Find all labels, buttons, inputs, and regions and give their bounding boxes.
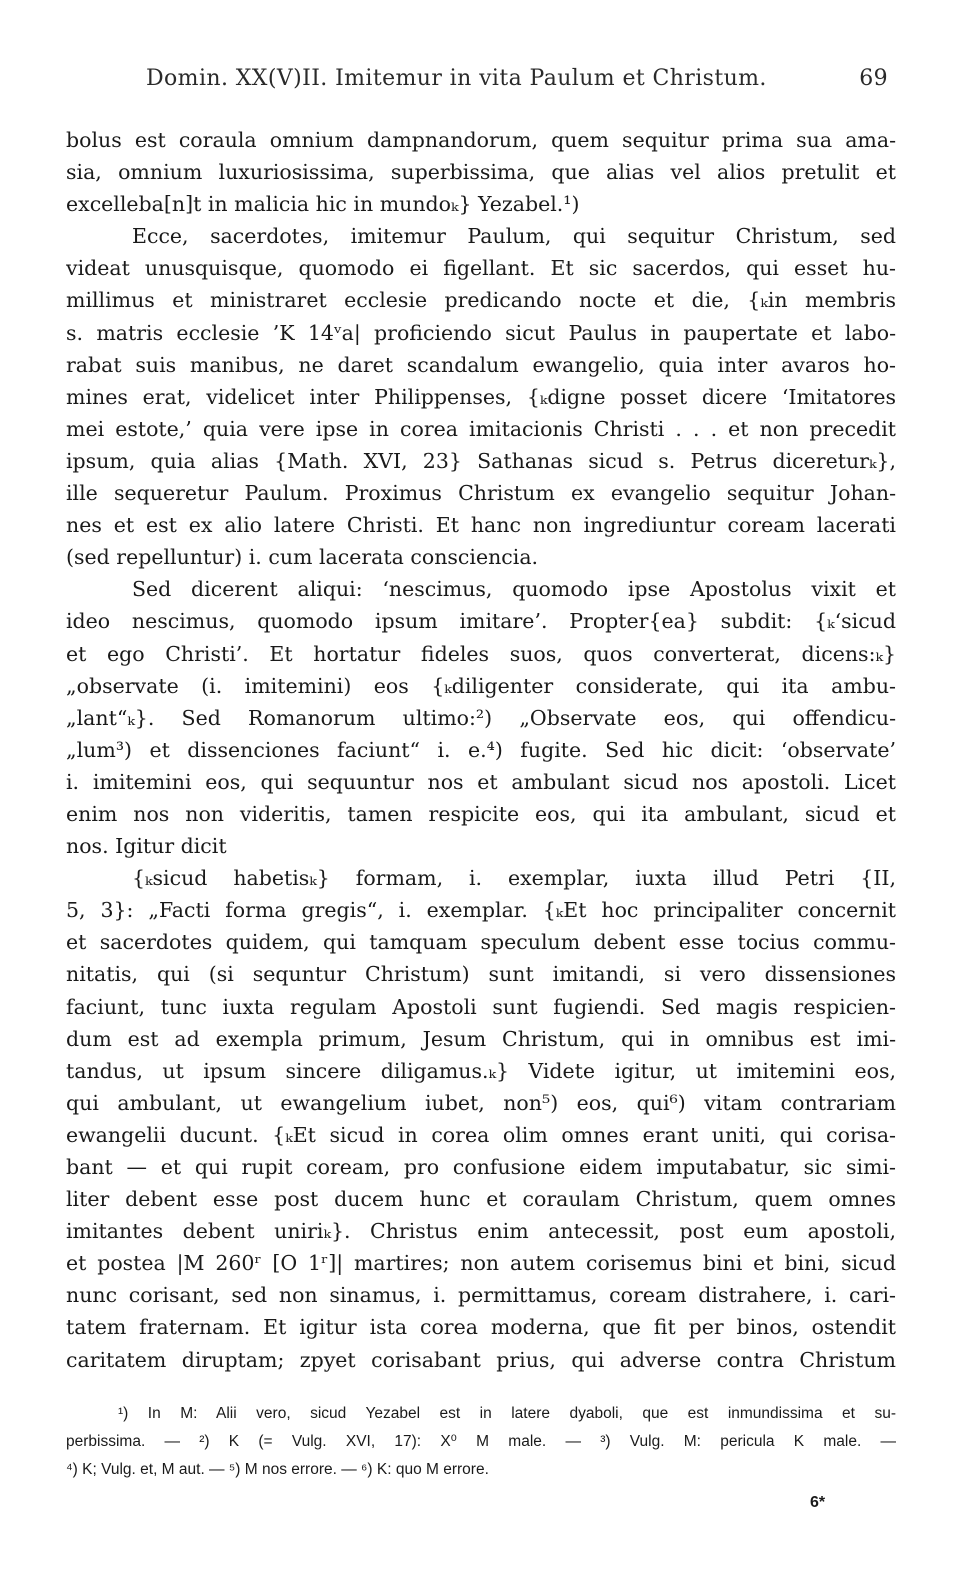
text-line-29: dum est ad exempla primum, Jesum Christum, qui in omnibus est imi-	[66, 1026, 896, 1051]
signature-mark: 6*	[810, 1494, 826, 1511]
text-line-17: et ego Christi’. Et hortatur fideles suos, quos converterat, dicens:ₖ}	[66, 641, 896, 666]
text-line-5: videat unusquisque, quomodo ei figellant. Et sic sacerdos, qui esset hu-	[66, 256, 896, 281]
text-line-24: {ₖsicud habetisₖ} formam, i. exemplar, iuxta illud Petri {II,	[132, 866, 896, 891]
text-line-31: qui ambulant, ut ewangelium iubet, non⁵) eos, qui⁶) vitam contrariam	[66, 1090, 896, 1115]
chapter-title: Domin. XX(V)II. Imitemur in vita Paulum et Christum.	[146, 66, 767, 91]
footnote-line-1: ¹) In M: Alii vero, sicud Yezabel est in latere dyaboli, que est inmundissima et su-	[118, 1405, 896, 1422]
text-line-38: tatem fraternam. Et igitur ista corea moderna, que fit per binos, ostendit	[66, 1315, 896, 1340]
main-text	[66, 124, 896, 1376]
text-line-1: bolus est coraula omnium dampnandorum, quem sequitur prima sua ama-	[66, 128, 896, 152]
page-number: 69	[859, 66, 888, 91]
text-line-8: rabat suis manibus, ne daret scandalum ewangelio, quia inter avaros ho-	[66, 352, 896, 377]
text-line-6: millimus et ministraret ecclesie predicando nocte et die, {ₖin membris	[66, 288, 896, 313]
text-line-2: sia, omnium luxuriosissima, superbissima, que alias vel alios pretulit et	[66, 160, 896, 185]
text-line-10: mei estote,’ quia vere ipse in corea imitacionis Christi . . . et non precedit	[66, 416, 896, 441]
text-line-7: s. matris ecclesie ’K 14ᵛa| proficiendo sicut Paulus in paupertate et labo-	[66, 320, 896, 345]
footnotes	[66, 1400, 896, 1484]
text-line-25: 5, 3}: „Facti forma gregis“, i. exemplar. {ₖEt hoc principaliter concernit	[66, 898, 896, 923]
text-line-4: Ecce, sacerdotes, imitemur Paulum, qui sequitur Christum, sed	[132, 224, 896, 249]
text-line-37: nunc corisant, sed non sinamus, i. permittamus, coream distrahere, i. cari-	[66, 1283, 896, 1308]
text-line-18: „observate (i. imitemini) eos {ₖdiligenter considerate, qui ita ambu-	[66, 673, 896, 698]
text-line-20: „lum³) et dissenciones faciunt“ i. e.⁴) fugite. Sed hic dicit: ‘observate’	[66, 737, 896, 762]
text-line-3: excelleba[n]t in malicia hic in mundoₖ} Yezabel.¹)	[66, 192, 580, 217]
text-line-32: ewangelii ducunt. {ₖEt sicud in corea olim omnes erant uniti, qui corisa-	[66, 1122, 896, 1147]
text-line-15: Sed dicerent aliqui: ‘nescimus, quomodo ipse Apostolus vixit et	[132, 577, 896, 602]
text-line-35: imitantes debent uniriₖ}. Christus enim antecessit, post eum apostoli,	[66, 1219, 896, 1244]
text-line-22: enim nos non videritis, tamen respicite eos, qui ita ambulant, sicud et	[66, 801, 896, 826]
text-line-34: liter debent esse post ducem hunc et coraulam Christum, quem omnes	[66, 1187, 896, 1212]
text-line-19: „lant“ₖ}. Sed Romanorum ultimo:²) „Observate eos, qui offendicu-	[66, 705, 896, 730]
footnote-line-2: perbissima. — ²) K (= Vulg. XVI, 17): X⁰ M male. — ³) Vulg. M: pericula K male. —	[66, 1433, 896, 1450]
text-line-33: bant — et qui rupit coream, pro confusione eidem imputabatur, sic simi-	[66, 1155, 896, 1179]
running-head	[146, 66, 888, 96]
text-line-11: ipsum, quia alias {Math. XVI, 23} Sathanas sicud s. Petrus dicereturₖ},	[66, 448, 896, 473]
text-line-9: mines erat, videlicet inter Philippenses, {ₖdigne posset dicere ‘Imitatores	[66, 384, 896, 409]
text-line-23: nos. Igitur dicit	[66, 834, 227, 859]
text-line-14: (sed repelluntur) i. cum lacerata consciencia.	[66, 545, 539, 570]
text-line-12: ille sequeretur Paulum. Proximus Christum ex evangelio sequitur Johan-	[66, 481, 896, 506]
text-line-36: et postea |M 260ʳ [O 1ʳ]| martires; non autem corisemus bini et bini, sicud	[66, 1251, 896, 1276]
text-line-28: faciunt, tunc iuxta regulam Apostoli sunt fugiendi. Sed magis respicien-	[66, 994, 896, 1019]
text-line-26: et sacerdotes quidem, qui tamquam speculum debent esse tocius commu-	[66, 930, 896, 955]
text-line-16: ideo nescimus, quomodo ipsum imitare’. Propter{ea} subdit: {ₖ‘sicud	[66, 609, 896, 634]
text-line-13: nes et est ex alio latere Christi. Et hanc non ingrediuntur coream lacerati	[66, 513, 896, 538]
text-line-21: i. imitemini eos, qui sequuntur nos et ambulant sicud nos apostoli. Licet	[66, 769, 896, 794]
text-line-39: caritatem diruptam; zpyet corisabant prius, qui adverse contra Christum	[66, 1347, 896, 1372]
footnote-line-3: ⁴) K; Vulg. et, M aut. — ⁵) M nos errore. — ⁶) K: quo M errore.	[66, 1461, 489, 1478]
text-line-30: tandus, ut ipsum sincere diligamus.ₖ} Videte igitur, ut imitemini eos,	[66, 1058, 896, 1083]
text-line-27: nitatis, qui (si sequntur Christum) sunt imitandi, si vero dissensiones	[66, 962, 896, 987]
